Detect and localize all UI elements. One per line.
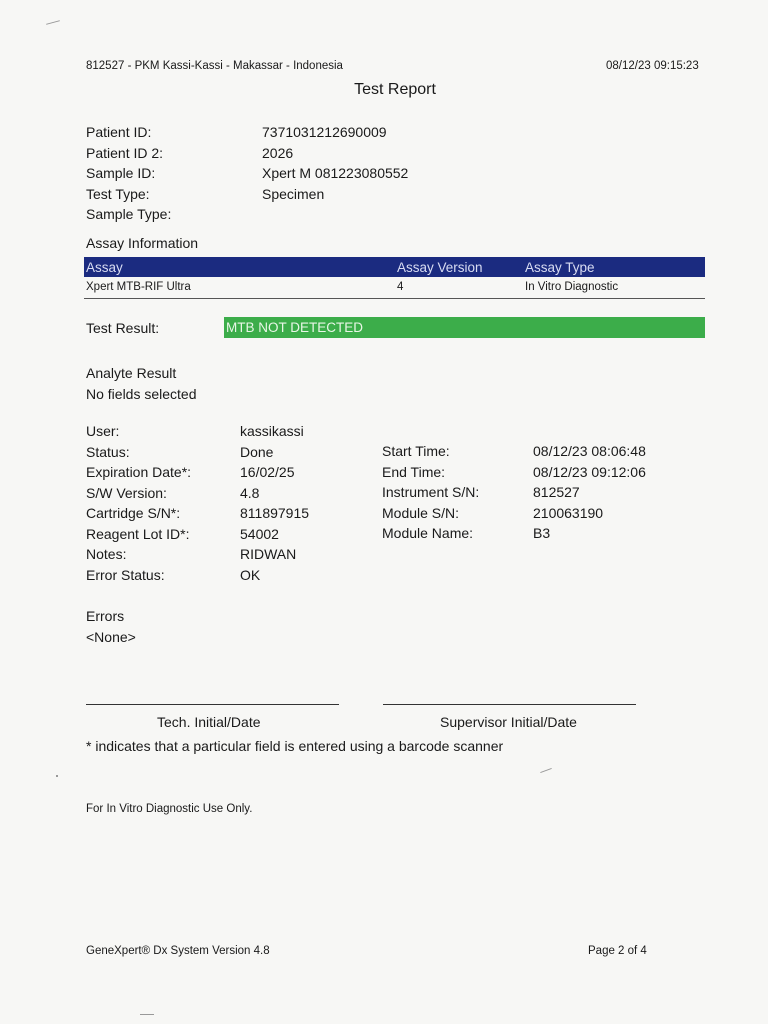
barcode-footnote: * indicates that a particular field is entered using a barcode scanner bbox=[86, 738, 504, 754]
supervisor-signature-line bbox=[383, 704, 636, 705]
page-title: Test Report bbox=[354, 81, 436, 98]
tech-signature-label: Tech. Initial/Date bbox=[157, 714, 261, 730]
status-value: Done bbox=[240, 443, 274, 460]
system-labels bbox=[86, 421, 191, 585]
assay-table-header bbox=[84, 257, 705, 277]
instrument-values bbox=[533, 441, 646, 544]
test-type-label: Test Type: bbox=[86, 185, 150, 202]
errors-value: <None> bbox=[86, 628, 136, 645]
expiration-date-label: Expiration Date*: bbox=[86, 464, 192, 480]
user-label: User: bbox=[86, 423, 120, 439]
scan-speck bbox=[540, 768, 552, 773]
scan-speck bbox=[56, 775, 58, 777]
reagent-lot-label: Reagent Lot ID*: bbox=[86, 525, 190, 542]
assay-name-cell: Xpert MTB-RIF Ultra bbox=[86, 281, 191, 293]
assay-section-title: Assay Information bbox=[86, 235, 199, 251]
error-status-value: OK bbox=[240, 566, 261, 583]
assay-col-header: Assay bbox=[86, 260, 123, 275]
patient-labels bbox=[86, 122, 171, 225]
sample-id-value: Xpert M 081223080552 bbox=[262, 165, 409, 181]
analyte-title: Analyte Result bbox=[86, 365, 177, 381]
start-time-value: 08/12/23 08:06:48 bbox=[533, 443, 646, 459]
instrument-sn-label: Instrument S/N: bbox=[382, 484, 480, 500]
system-values bbox=[240, 421, 309, 585]
assay-version-col-header: Assay Version bbox=[397, 260, 483, 275]
assay-version-cell: 4 bbox=[397, 281, 404, 293]
instrument-sn-value: 812527 bbox=[533, 484, 580, 500]
test-result-label: Test Result: bbox=[86, 320, 160, 336]
assay-table bbox=[84, 257, 705, 299]
sw-version-value: 4.8 bbox=[240, 484, 260, 501]
sample-type-label: Sample Type: bbox=[86, 206, 172, 222]
module-sn-value: 210063190 bbox=[533, 504, 604, 521]
facility-header: 812527 - PKM Kassi-Kassi - Makassar - Indonesia bbox=[86, 60, 343, 72]
module-sn-label: Module S/N: bbox=[382, 504, 460, 521]
notes-value: RIDWAN bbox=[240, 546, 297, 562]
report-timestamp: 08/12/23 09:15:23 bbox=[606, 60, 699, 72]
end-time-label: End Time: bbox=[382, 463, 446, 480]
analyte-section bbox=[86, 363, 197, 404]
scan-speck bbox=[140, 1014, 154, 1015]
footer-system-version: GeneXpert® Dx System Version 4.8 bbox=[86, 945, 270, 957]
footer-page-number: Page 2 of 4 bbox=[588, 945, 647, 957]
module-name-label: Module Name: bbox=[382, 525, 474, 541]
errors-section bbox=[86, 606, 136, 647]
supervisor-signature-label: Supervisor Initial/Date bbox=[440, 714, 577, 730]
scan-speck bbox=[46, 20, 60, 25]
patient-id2-label: Patient ID 2: bbox=[86, 144, 164, 161]
sw-version-label: S/W Version: bbox=[86, 484, 167, 501]
sample-id-label: Sample ID: bbox=[86, 165, 156, 181]
tech-signature-line bbox=[86, 704, 339, 705]
analyte-value: No fields selected bbox=[86, 385, 197, 402]
reagent-lot-value: 54002 bbox=[240, 525, 279, 542]
assay-type-col-header: Assay Type bbox=[525, 260, 595, 275]
test-result-value: MTB NOT DETECTED bbox=[226, 320, 364, 335]
sample-type-value bbox=[262, 204, 408, 225]
patient-values bbox=[262, 122, 408, 225]
error-status-label: Error Status: bbox=[86, 566, 165, 583]
cartridge-sn-label: Cartridge S/N*: bbox=[86, 505, 181, 521]
instrument-labels bbox=[382, 441, 479, 544]
patient-id2-value: 2026 bbox=[262, 144, 294, 161]
test-result-bar bbox=[224, 317, 705, 338]
status-label: Status: bbox=[86, 443, 130, 460]
start-time-label: Start Time: bbox=[382, 443, 450, 459]
end-time-value: 08/12/23 09:12:06 bbox=[533, 463, 646, 480]
errors-title: Errors bbox=[86, 608, 125, 624]
table-row bbox=[84, 277, 705, 299]
patient-id-value: 7371031212690009 bbox=[262, 124, 387, 140]
patient-id-label: Patient ID: bbox=[86, 124, 152, 140]
ivd-note: For In Vitro Diagnostic Use Only. bbox=[86, 803, 253, 815]
user-value: kassikassi bbox=[240, 423, 304, 439]
test-type-value: Specimen bbox=[262, 185, 325, 202]
module-name-value: B3 bbox=[533, 525, 551, 541]
cartridge-sn-value: 811897915 bbox=[240, 505, 310, 521]
assay-type-cell: In Vitro Diagnostic bbox=[525, 281, 619, 293]
expiration-date-value: 16/02/25 bbox=[240, 464, 295, 480]
notes-label: Notes: bbox=[86, 546, 127, 562]
